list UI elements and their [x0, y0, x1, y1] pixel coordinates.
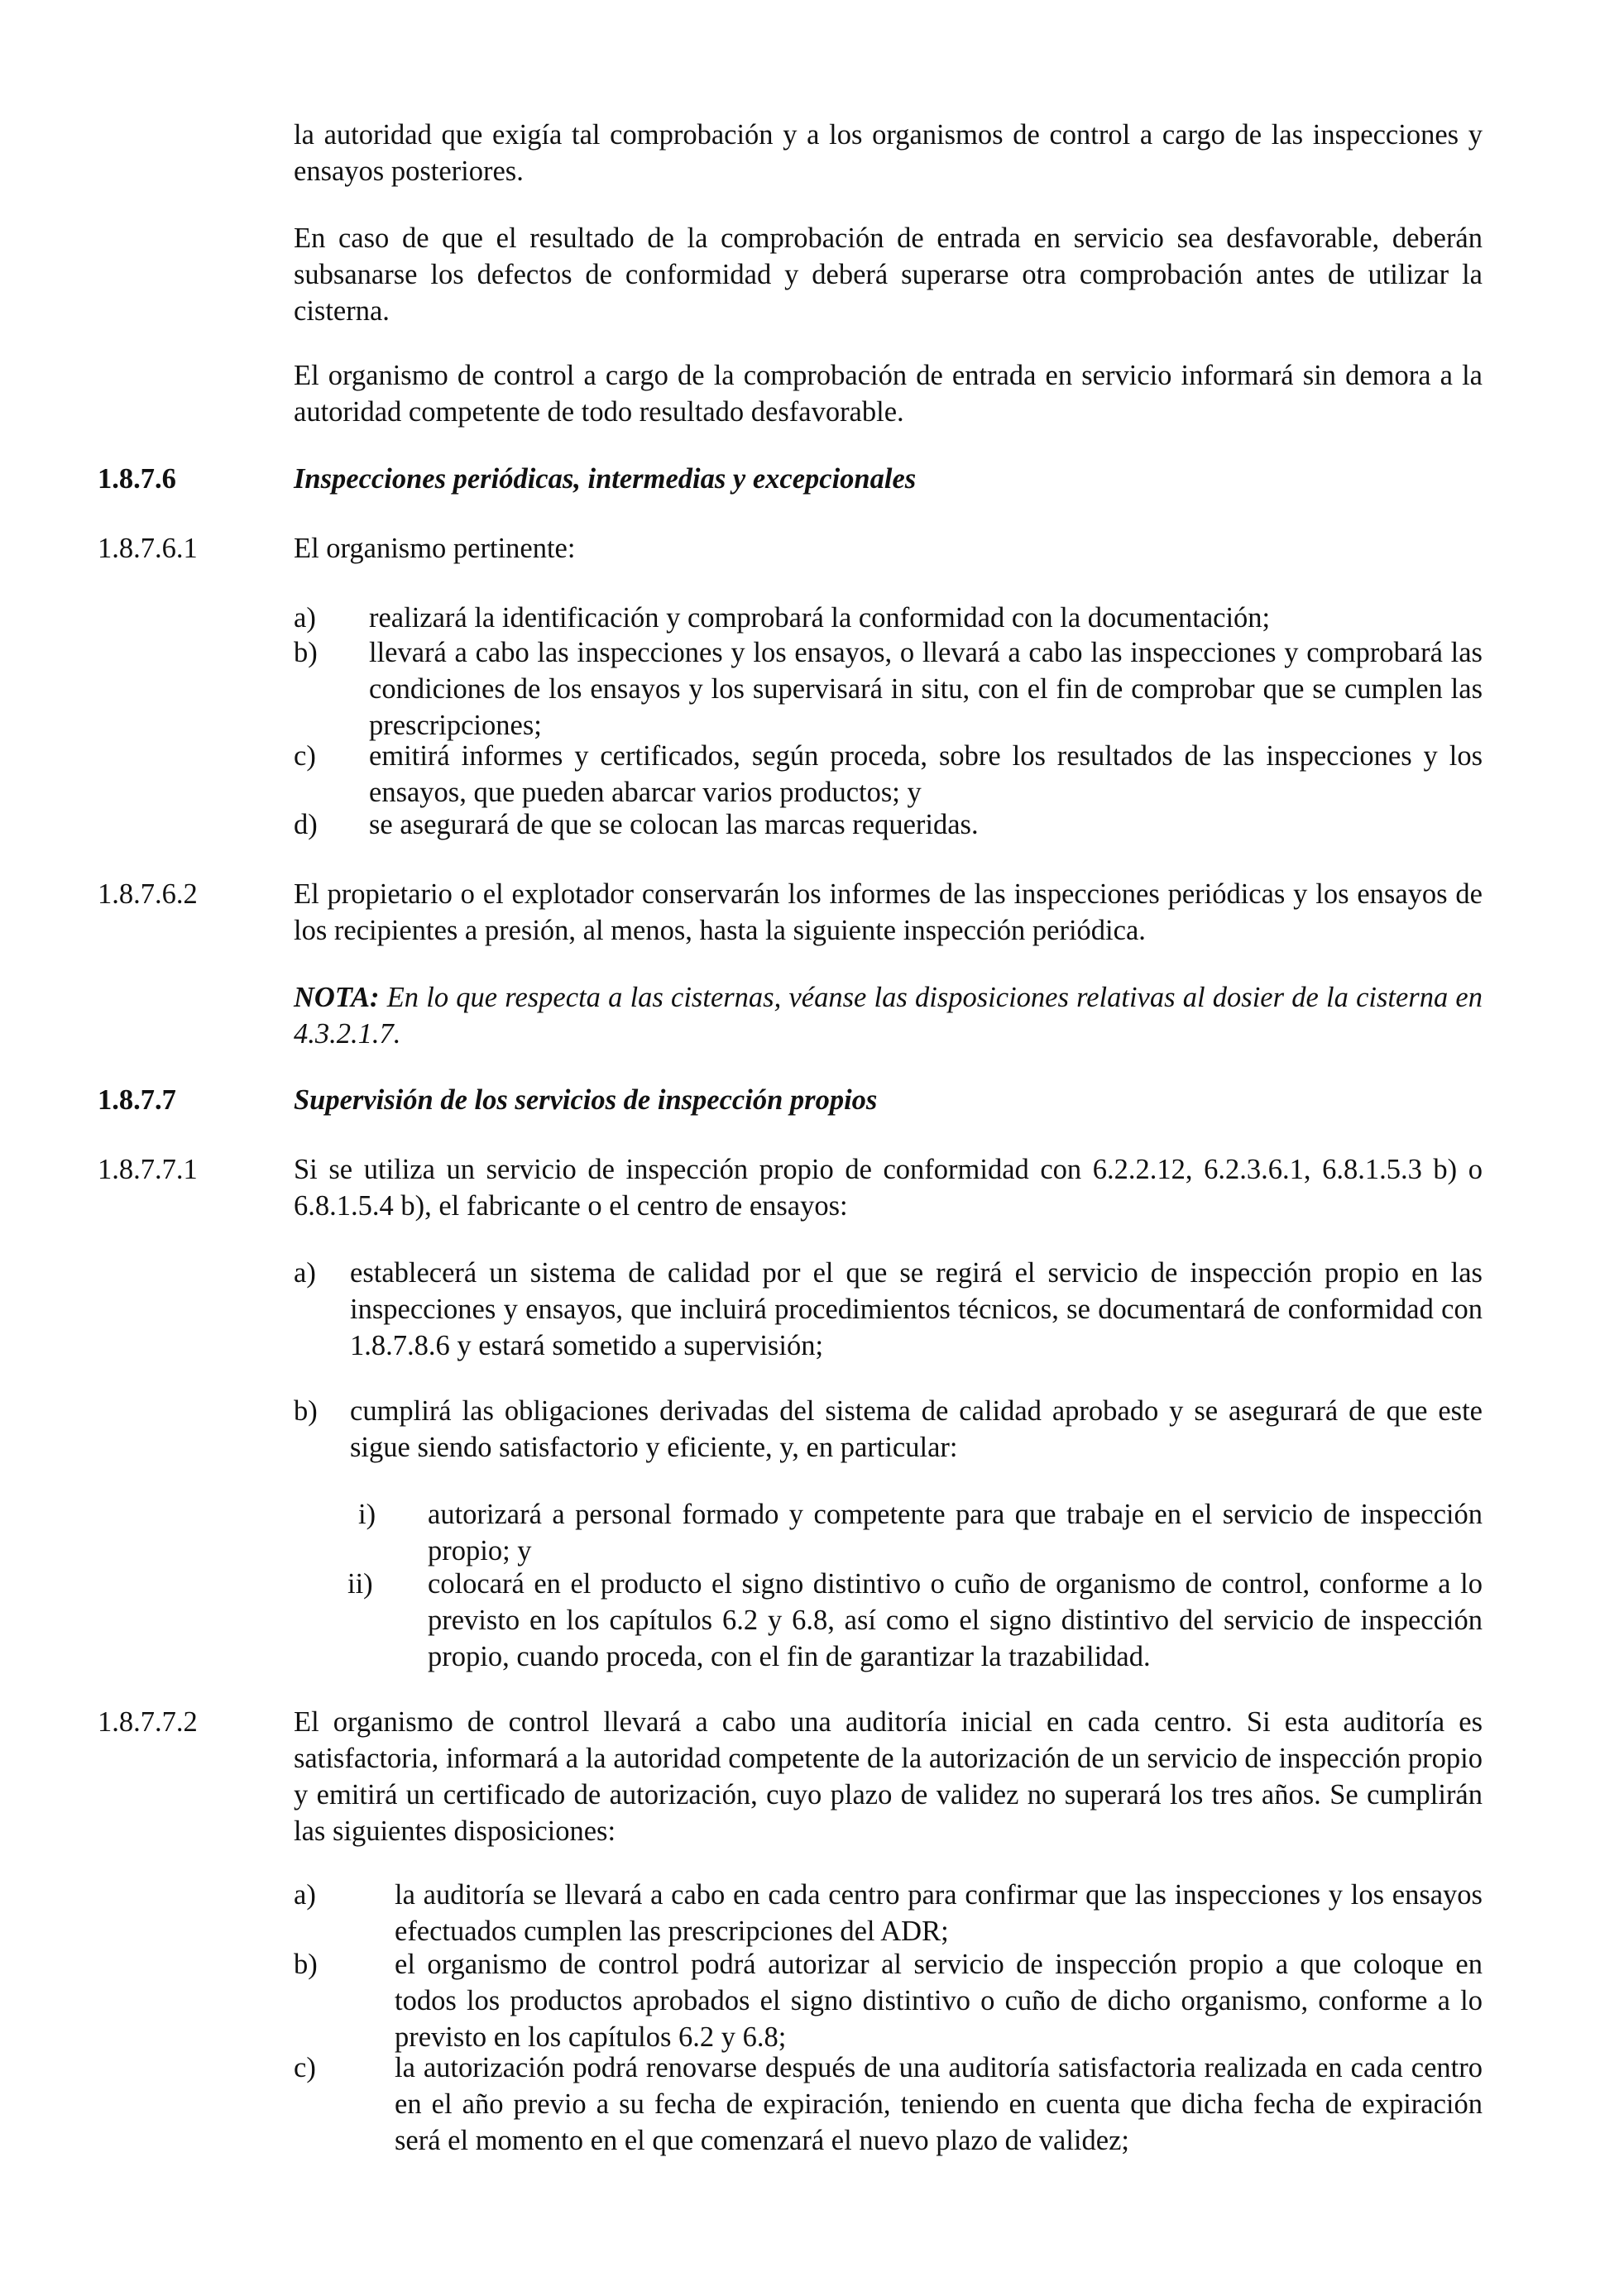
- list-label: b): [294, 1949, 318, 1980]
- section-title-1-8-7-7: Supervisión de los servicios de inspección propios: [294, 1084, 878, 1116]
- list-label: b): [294, 1395, 318, 1427]
- list-label: d): [294, 809, 318, 840]
- sublist-label: ii): [347, 1568, 373, 1600]
- section-number-1-8-7-7-1: 1.8.7.7.1: [98, 1154, 198, 1185]
- intro-paragraph-3: El organismo de control a cargo de la comprobación de entrada en servicio informará sin demora a la autoridad competente de todo resultado desfavorable.: [294, 360, 1483, 428]
- list-item: cumplirá las obligaciones derivadas del sistema de calidad aprobado y se asegurará de que este sigue siendo satisfactorio y eficiente, y, en particular:: [350, 1395, 1483, 1463]
- section-number-1-8-7-6: 1.8.7.6: [98, 463, 176, 495]
- section-text-1-8-7-7-2: El organismo de control llevará a cabo una auditoría inicial en cada centro. Si esta auditoría es satisfactoria, informará a la autoridad competente de la autorización de un servicio de inspección propio y emitirá un certificado de autorización, cuyo plazo de validez no superará los tres años. Se cumplirán las siguientes disposiciones:: [294, 1706, 1483, 1847]
- list-label: c): [294, 2052, 316, 2083]
- sublist-item: autorizará a personal formado y competente para que trabaje en el servicio de inspección propio; y: [428, 1499, 1483, 1567]
- list-label: a): [294, 602, 316, 634]
- list-item: establecerá un sistema de calidad por el que se regirá el servicio de inspección propio en las inspecciones y ensayos, que incluirá procedimientos técnicos, se documentará de conformidad con 1.8.7.8.6 y estará sometido a supervisión;: [350, 1257, 1483, 1361]
- note-text: En lo que respecta a las cisternas, véanse las disposiciones relativas al dosier de la cisterna en 4.3.2.1.7.: [294, 982, 1483, 1050]
- section-number-1-8-7-6-1: 1.8.7.6.1: [98, 533, 198, 564]
- section-title-1-8-7-6: Inspecciones periódicas, intermedias y excepcionales: [294, 463, 917, 495]
- list-item: emitirá informes y certificados, según proceda, sobre los resultados de las inspecciones y los ensayos, que pueden abarcar varios productos; y: [369, 740, 1483, 808]
- section-number-1-8-7-6-2: 1.8.7.6.2: [98, 878, 198, 910]
- sublist-item: colocará en el producto el signo distintivo o cuño de organismo de control, conforme a lo previsto en los capítulos 6.2 y 6.8, así como el signo distintivo del servicio de inspección propio, cuando proceda, con el fin de garantizar la trazabilidad.: [428, 1568, 1483, 1672]
- intro-paragraph-1: la autoridad que exigía tal comprobación y a los organismos de control a cargo de las inspecciones y ensayos posteriores.: [294, 119, 1483, 187]
- list-item: llevará a cabo las inspecciones y los ensayos, o llevará a cabo las inspecciones y comprobará las condiciones de los ensayos y los supervisará in situ, con el fin de comprobar que se cumplen las prescripciones;: [369, 637, 1483, 741]
- section-text-1-8-7-6-2: El propietario o el explotador conservarán los informes de las inspecciones periódicas y los ensayos de los recipientes a presión, al menos, hasta la siguiente inspección periódica.: [294, 878, 1483, 946]
- list-item: el organismo de control podrá autorizar al servicio de inspección propio a que coloque en todos los productos aprobados el signo distintivo o cuño de dicho organismo, conforme a lo previsto en los capítulos 6.2 y 6.8;: [395, 1949, 1483, 2053]
- list-item: la auditoría se llevará a cabo en cada centro para confirmar que las inspecciones y los ensayos efectuados cumplen las prescripciones del ADR;: [395, 1879, 1483, 1947]
- section-number-1-8-7-7-2: 1.8.7.7.2: [98, 1706, 198, 1738]
- section-number-1-8-7-7: 1.8.7.7: [98, 1084, 176, 1116]
- list-item: la autorización podrá renovarse después de una auditoría satisfactoria realizada en cada centro en el año previo a su fecha de expiración, teniendo en cuenta que dicha fecha de expiración será el momento en el que comenzará el nuevo plazo de validez;: [395, 2052, 1483, 2156]
- note-paragraph: [294, 979, 1483, 1052]
- list-label: b): [294, 637, 318, 668]
- intro-paragraph-2: En caso de que el resultado de la comprobación de entrada en servicio sea desfavorable, deberán subsanarse los defectos de conformidad y deberá superarse otra comprobación antes de utilizar la cisterna.: [294, 222, 1483, 327]
- sublist-label: i): [358, 1499, 376, 1530]
- section-text-1-8-7-7-1: Si se utiliza un servicio de inspección propio de conformidad con 6.2.2.12, 6.2.3.6.1, 6.8.1.5.3 b) o 6.8.1.5.4 b), el fabricante o el centro de ensayos:: [294, 1154, 1483, 1222]
- note-label: NOTA:: [294, 982, 380, 1013]
- list-item: se asegurará de que se colocan las marcas requeridas.: [369, 809, 979, 840]
- list-label: a): [294, 1257, 316, 1289]
- list-label: a): [294, 1879, 316, 1911]
- list-item: realizará la identificación y comprobará la conformidad con la documentación;: [369, 602, 1271, 634]
- list-label: c): [294, 740, 316, 772]
- section-text-1-8-7-6-1: El organismo pertinente:: [294, 533, 576, 564]
